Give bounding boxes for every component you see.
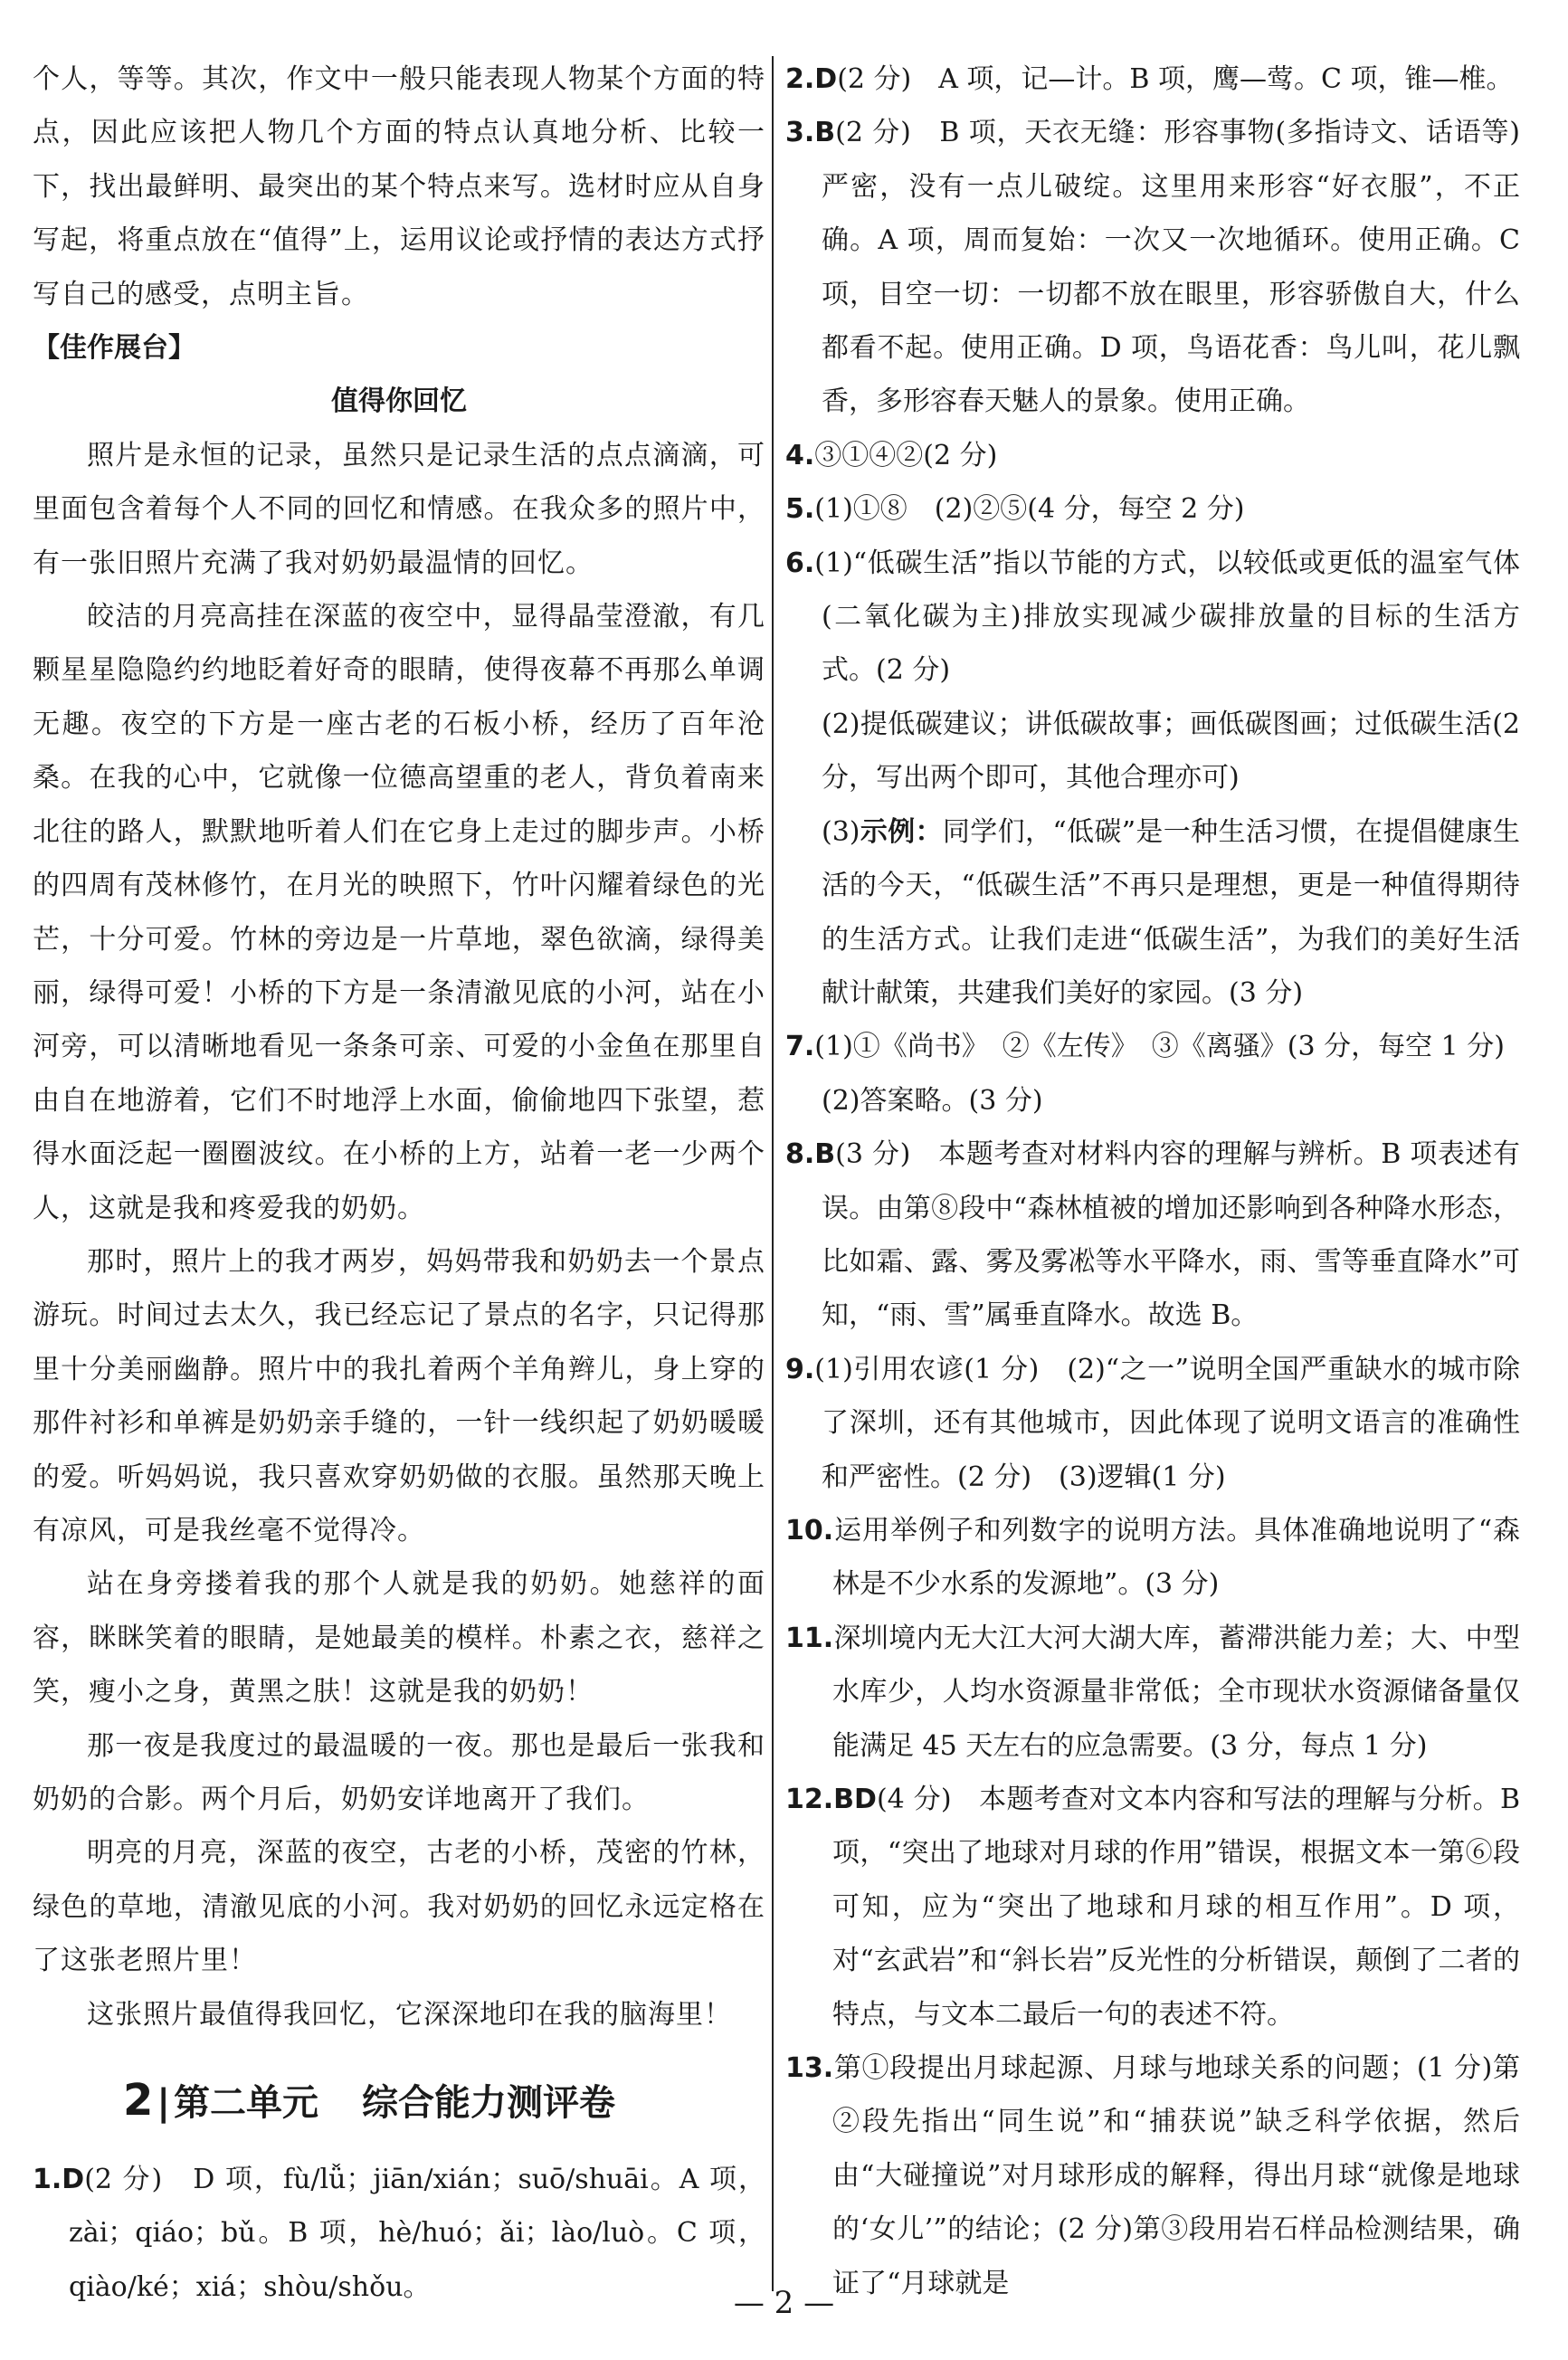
item-number: 6.	[785, 547, 815, 579]
item-number: 12.	[785, 1784, 834, 1815]
item-text: 同学们，“低碳”是一种生活习惯，在提倡健康生活的今天，“低碳生活”不再只是理想，更是一种值得期待的生活方式。让我们走进“低碳生活”，为我们的美好生活献计献策，共建我们美好的家园。(3 分)	[822, 815, 1520, 1009]
unit-test-name: 综合能力测评卷	[362, 2082, 616, 2125]
item-number: 9.	[785, 1353, 815, 1385]
section-label: 【佳作展台】	[33, 332, 195, 365]
answer-item-5	[785, 482, 1520, 536]
item-text: (4 分) 本题考查对文本内容和写法的理解与分析。B 项，“突出了地球对月球的作用”错误，根据文本一第⑥段可知，应为“突出了地球和月球的相互作用”。D 项，对“玄武岩”和“斜长岩”反光性的分析错误，颠倒了二者的特点，与文本二最后一句的表述不符。	[832, 1784, 1520, 2031]
unit-name: 第二单元	[174, 2082, 319, 2125]
answer-item-7-part-2	[785, 1074, 1520, 1128]
item-text: 深圳境内无大江大河大湖大库，蓄滞洪能力差；大、中型水库少，人均水资源量非常低；全市现状水资源储备量仅能满足 45 天左右的应急需要。(3 分，每点 1 分)	[832, 1622, 1520, 1762]
answer-item-2	[785, 52, 1520, 106]
answer-item-10	[785, 1504, 1520, 1612]
essay-paragraph: 明亮的月亮，深蓝的夜空，古老的小桥，茂密的竹林，绿色的草地，清澈见底的小河。我对奶奶的回忆永远定格在了这张老照片里！	[33, 1837, 765, 1977]
answer-item-4	[785, 429, 1520, 482]
item-text: 运用举例子和列数字的说明方法。具体准确地说明了“森林是不少水系的发源地”。(3 分)	[832, 1514, 1520, 1601]
page-number: — 2 —	[733, 2285, 835, 2321]
answer-item-13	[785, 2041, 1520, 2310]
unit-title	[33, 2067, 765, 2136]
item-answer: D	[62, 2164, 85, 2196]
answer-item-11	[785, 1612, 1520, 1773]
item-answer: B	[814, 1138, 836, 1171]
answer-item-6	[785, 537, 1520, 698]
right-column	[785, 52, 1520, 2310]
item-text: (2 分) D 项，fù/lǚ；jiān/xián；suō/shuāi。A 项，zài；qiáo；bǔ。B 项，hè/huó；ǎi；lào/luò。C 项，qiào/ké；xiá；shòu/shǒu。	[69, 2164, 765, 2303]
item-text: (2 分) B 项，天衣无缝：形容事物(多指诗文、话语等)严密，没有一点儿破绽。这里用来形容“好衣服”，不正确。A 项，周而复始：一次又一次地循环。使用正确。C 项，目空一切：一切都不放在眼里，形容骄傲自大，什么都看不起。使用正确。D 项，鸟语花香：鸟儿叫，花儿飘香，多形容春天魅人的景象。使用正确。	[822, 117, 1520, 418]
example-label: 示例：	[860, 815, 943, 848]
item-text: (2)答案略。(3 分)	[822, 1084, 1043, 1117]
essay-paragraph: 站在身旁搂着我的那个人就是我的奶奶。她慈祥的面容，眯眯笑着的眼睛，是她最美的模样。朴素之衣，慈祥之笑，瘦小之身，黄黑之肤！这就是我的奶奶！	[33, 1568, 765, 1708]
item-text: (1)①《尚书》 ②《左传》 ③《离骚》(3 分，每空 1 分)	[814, 1031, 1505, 1063]
item-prefix: (3)	[822, 815, 860, 848]
item-text: (2 分) A 项，记—计。B 项，鹰—莺。C 项，锥—椎。	[837, 63, 1514, 95]
answer-item-6-part-3	[785, 805, 1520, 1021]
item-text: (2)提低碳建议；讲低碳故事；画低碳图画；过低碳生活(2 分，写出两个即可，其他合理亦可)	[822, 708, 1520, 795]
answer-item-7	[785, 1020, 1520, 1073]
item-text: (3 分) 本题考查对材料内容的理解与辨析。B 项表述有误。由第⑧段中“森林植被的增加还影响到各种降水形态，比如霜、露、雾及雾凇等水平降水，雨、雪等垂直降水”可知，“雨、雪”属垂直降水。故选 B。	[822, 1138, 1520, 1332]
intro-paragraph: 个人，等等。其次，作文中一般只能表现人物某个方面的特点，因此应该把人物几个方面的特点认真地分析、比较一下，找出最鲜明、最突出的某个特点来写。选材时应从自身写起，将重点放在“值得”上，运用议论或抒情的表达方式抒写自己的感受，点明主旨。	[33, 63, 765, 310]
item-number: 2.	[785, 63, 815, 95]
item-number: 11.	[785, 1622, 834, 1654]
item-number: 10.	[785, 1514, 834, 1546]
essay-paragraph: 皎洁的月亮高挂在深蓝的夜空中，显得晶莹澄澈，有几颗星星隐隐约约地眨着好奇的眼睛，使得夜幕不再那么单调无趣。夜空的下方是一座古老的石板小桥，经历了百年沧桑。在我的心中，它就像一位德高望重的老人，背负着南来北往的路人，默默地听着人们在它身上走过的脚步声。小桥的四周有茂林修竹，在月光的映照下，竹叶闪耀着绿色的光芒，十分可爱。竹林的旁边是一片草地，翠色欲滴，绿得美丽，绿得可爱！小桥的下方是一条清澈见底的小河，站在小河旁，可以清晰地看见一条条可亲、可爱的小金鱼在那里自由自在地游着，它们不时地浮上水面，偷偷地四下张望，惹得水面泛起一圈圈波纹。在小桥的上方，站着一老一少两个人，这就是我和疼爱我的奶奶。	[33, 601, 765, 1224]
item-number: 8.	[785, 1138, 815, 1171]
item-text: 第①段提出月球起源、月球与地球关系的问题；(1 分)第②段先指出“同生说”和“捕获说”缺乏科学依据，然后由“大碰撞说”对月球形成的解释，得出月球“就像是地球的‘女儿’”的结论；(2 分)第③段用岩石样品检测结果，确证了“月球就是	[832, 2052, 1520, 2299]
item-number: 5.	[785, 493, 815, 526]
item-number: 7.	[785, 1031, 815, 1063]
item-number: 1.	[33, 2164, 62, 2196]
essay-paragraph: 照片是永恒的记录，虽然只是记录生活的点点滴滴，可里面包含着每个人不同的回忆和情感。在我众多的照片中，有一张旧照片充满了我对奶奶最温情的回忆。	[33, 439, 765, 579]
answer-item-3	[785, 106, 1520, 428]
essay-paragraph: 那一夜是我度过的最温暖的一夜。那也是最后一张我和奶奶的合影。两个月后，奶奶安详地离开了我们。	[33, 1729, 765, 1815]
item-answer: D	[814, 63, 838, 95]
item-text: (1)引用农谚(1 分) (2)“之一”说明全国严重缺水的城市除了深圳，还有其他城市，因此体现了说明文语言的准确性和严密性。(2 分) (3)逻辑(1 分)	[814, 1353, 1520, 1493]
item-number: 13.	[785, 2052, 834, 2085]
item-number: 3.	[785, 117, 815, 149]
item-answer: BD	[833, 1784, 877, 1815]
item-text: (1)①⑧ (2)②⑤(4 分，每空 2 分)	[814, 493, 1245, 526]
answer-item-9	[785, 1343, 1520, 1504]
answer-item-8	[785, 1128, 1520, 1343]
essay-paragraph: 这张照片最值得我回忆，它深深地印在我的脑海里！	[87, 1998, 732, 2031]
answer-item-12	[785, 1773, 1520, 2041]
answer-item-6-part-2	[785, 698, 1520, 805]
item-text: (1)“低碳生活”指以节能的方式，以较低或更低的温室气体(二氧化碳为主)排放实现减少碳排放量的目标的生活方式。(2 分)	[814, 547, 1520, 687]
unit-number: 2	[123, 2075, 154, 2127]
item-number: 4.	[785, 439, 815, 471]
essay-title: 值得你回忆	[331, 385, 467, 418]
essay-paragraph: 那时，照片上的我才两岁，妈妈带我和奶奶去一个景点游玩。时间过去太久，我已经忘记了景点的名字，只记得那里十分美丽幽静。照片中的我扎着两个羊角辫儿，身上穿的那件衬衫和单裤是奶奶亲手缝的，一针一线织起了奶奶暖暖的爱。听妈妈说，我只喜欢穿奶奶做的衣服。虽然那天晚上有凉风，可是我丝毫不觉得冷。	[33, 1245, 765, 1546]
left-column	[33, 52, 765, 2314]
item-answer: B	[814, 117, 836, 149]
item-text: ③①④②(2 分)	[814, 439, 998, 471]
unit-bar: |	[157, 2082, 171, 2125]
column-divider	[772, 56, 774, 2291]
